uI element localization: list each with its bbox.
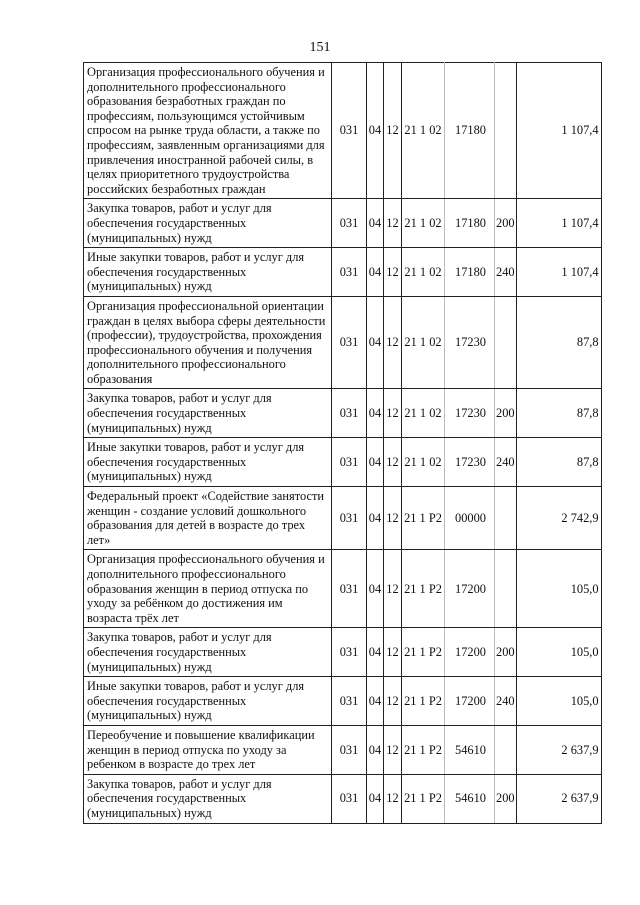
amount-value: 2 637,9 <box>516 774 601 823</box>
row-name: Иные закупки товаров, работ и услуг для обеспечения государственных (муниципальных) нужд <box>84 248 332 297</box>
row-name: Закупка товаров, работ и услуг для обеспечения государственных (муниципальных) нужд <box>84 628 332 677</box>
table-row <box>84 487 602 550</box>
budget-table <box>83 62 602 824</box>
table-row <box>84 296 602 389</box>
ministry-code: 031 <box>332 774 367 823</box>
subsection-code: 12 <box>384 677 402 726</box>
subsection-code: 12 <box>384 487 402 550</box>
section-code: 04 <box>367 389 384 438</box>
expense-type-code: 240 <box>495 677 517 726</box>
expense-type-code: 200 <box>495 199 517 248</box>
direction-code: 54610 <box>445 725 495 774</box>
table-row <box>84 248 602 297</box>
direction-code: 17230 <box>445 296 495 389</box>
program-code: 21 1 02 <box>402 438 445 487</box>
subsection-code: 12 <box>384 628 402 677</box>
subsection-code: 12 <box>384 550 402 628</box>
expense-type-code: 200 <box>495 774 517 823</box>
table-row <box>84 389 602 438</box>
program-code: 21 1 02 <box>402 389 445 438</box>
section-code: 04 <box>367 296 384 389</box>
section-code: 04 <box>367 774 384 823</box>
subsection-code: 12 <box>384 438 402 487</box>
amount-value: 105,0 <box>516 677 601 726</box>
table-row <box>84 774 602 823</box>
page-number: 151 <box>309 40 331 55</box>
expense-type-code <box>495 725 517 774</box>
expense-type-code <box>495 487 517 550</box>
row-name: Организация профессиональной ориентации граждан в целях выбора сферы деятельности (профессии), трудоустройства, прохождения профессионального обучения и получения дополнительного профессионального образования <box>84 296 332 389</box>
amount-value: 1 107,4 <box>516 63 601 199</box>
ministry-code: 031 <box>332 248 367 297</box>
program-code: 21 1 P2 <box>402 550 445 628</box>
section-code: 04 <box>367 438 384 487</box>
subsection-code: 12 <box>384 725 402 774</box>
amount-value: 2 637,9 <box>516 725 601 774</box>
amount-value: 1 107,4 <box>516 199 601 248</box>
ministry-code: 031 <box>332 628 367 677</box>
amount-value: 87,8 <box>516 389 601 438</box>
section-code: 04 <box>367 248 384 297</box>
amount-value: 87,8 <box>516 296 601 389</box>
expense-type-code: 200 <box>495 628 517 677</box>
row-name: Организация профессионального обучения и дополнительного профессионального образования безработных граждан по профессиям, пользующимся устойчивым спросом на рынке труда области, а также по профессиям, заявленным организациями для привлечения иностранной рабочей силы, в целях приоритетного трудоустройства российских безработных граждан <box>84 63 332 199</box>
section-code: 04 <box>367 677 384 726</box>
program-code: 21 1 02 <box>402 199 445 248</box>
amount-value: 1 107,4 <box>516 248 601 297</box>
program-code: 21 1 02 <box>402 296 445 389</box>
direction-code: 54610 <box>445 774 495 823</box>
direction-code: 17180 <box>445 248 495 297</box>
subsection-code: 12 <box>384 389 402 438</box>
subsection-code: 12 <box>384 248 402 297</box>
table-row <box>84 438 602 487</box>
amount-value: 105,0 <box>516 628 601 677</box>
program-code: 21 1 P2 <box>402 628 445 677</box>
program-code: 21 1 P2 <box>402 725 445 774</box>
subsection-code: 12 <box>384 199 402 248</box>
program-code: 21 1 P2 <box>402 774 445 823</box>
section-code: 04 <box>367 487 384 550</box>
amount-value: 2 742,9 <box>516 487 601 550</box>
direction-code: 17230 <box>445 389 495 438</box>
section-code: 04 <box>367 199 384 248</box>
row-name: Переобучение и повышение квалификации женщин в период отпуска по уходу за ребенком в возрасте до трех лет <box>84 725 332 774</box>
program-code: 21 1 02 <box>402 248 445 297</box>
direction-code: 17230 <box>445 438 495 487</box>
row-name: Закупка товаров, работ и услуг для обеспечения государственных (муниципальных) нужд <box>84 199 332 248</box>
direction-code: 17200 <box>445 628 495 677</box>
section-code: 04 <box>367 628 384 677</box>
table-row <box>84 63 602 199</box>
ministry-code: 031 <box>332 725 367 774</box>
row-name: Организация профессионального обучения и дополнительного профессионального образования женщин в период отпуска по уходу за ребёнком до достижения им возраста трёх лет <box>84 550 332 628</box>
program-code: 21 1 P2 <box>402 677 445 726</box>
expense-type-code <box>495 296 517 389</box>
direction-code: 17200 <box>445 550 495 628</box>
subsection-code: 12 <box>384 296 402 389</box>
table-row <box>84 199 602 248</box>
table-row <box>84 677 602 726</box>
ministry-code: 031 <box>332 550 367 628</box>
expense-type-code <box>495 550 517 628</box>
subsection-code: 12 <box>384 63 402 199</box>
ministry-code: 031 <box>332 677 367 726</box>
ministry-code: 031 <box>332 63 367 199</box>
ministry-code: 031 <box>332 438 367 487</box>
ministry-code: 031 <box>332 389 367 438</box>
expense-type-code: 240 <box>495 438 517 487</box>
section-code: 04 <box>367 550 384 628</box>
row-name: Иные закупки товаров, работ и услуг для обеспечения государственных (муниципальных) нужд <box>84 677 332 726</box>
ministry-code: 031 <box>332 487 367 550</box>
direction-code: 17180 <box>445 63 495 199</box>
program-code: 21 1 P2 <box>402 487 445 550</box>
row-name: Закупка товаров, работ и услуг для обеспечения государственных (муниципальных) нужд <box>84 774 332 823</box>
expense-type-code <box>495 63 517 199</box>
amount-value: 105,0 <box>516 550 601 628</box>
row-name: Иные закупки товаров, работ и услуг для обеспечения государственных (муниципальных) нужд <box>84 438 332 487</box>
expense-type-code: 200 <box>495 389 517 438</box>
section-code: 04 <box>367 63 384 199</box>
table-row <box>84 628 602 677</box>
section-code: 04 <box>367 725 384 774</box>
direction-code: 00000 <box>445 487 495 550</box>
table-row <box>84 550 602 628</box>
amount-value: 87,8 <box>516 438 601 487</box>
expense-type-code: 240 <box>495 248 517 297</box>
row-name: Закупка товаров, работ и услуг для обеспечения государственных (муниципальных) нужд <box>84 389 332 438</box>
direction-code: 17180 <box>445 199 495 248</box>
subsection-code: 12 <box>384 774 402 823</box>
program-code: 21 1 02 <box>402 63 445 199</box>
row-name: Федеральный проект «Содействие занятости женщин - создание условий дошкольного образования для детей в возрасте до трех лет» <box>84 487 332 550</box>
ministry-code: 031 <box>332 296 367 389</box>
table-row <box>84 725 602 774</box>
direction-code: 17200 <box>445 677 495 726</box>
ministry-code: 031 <box>332 199 367 248</box>
